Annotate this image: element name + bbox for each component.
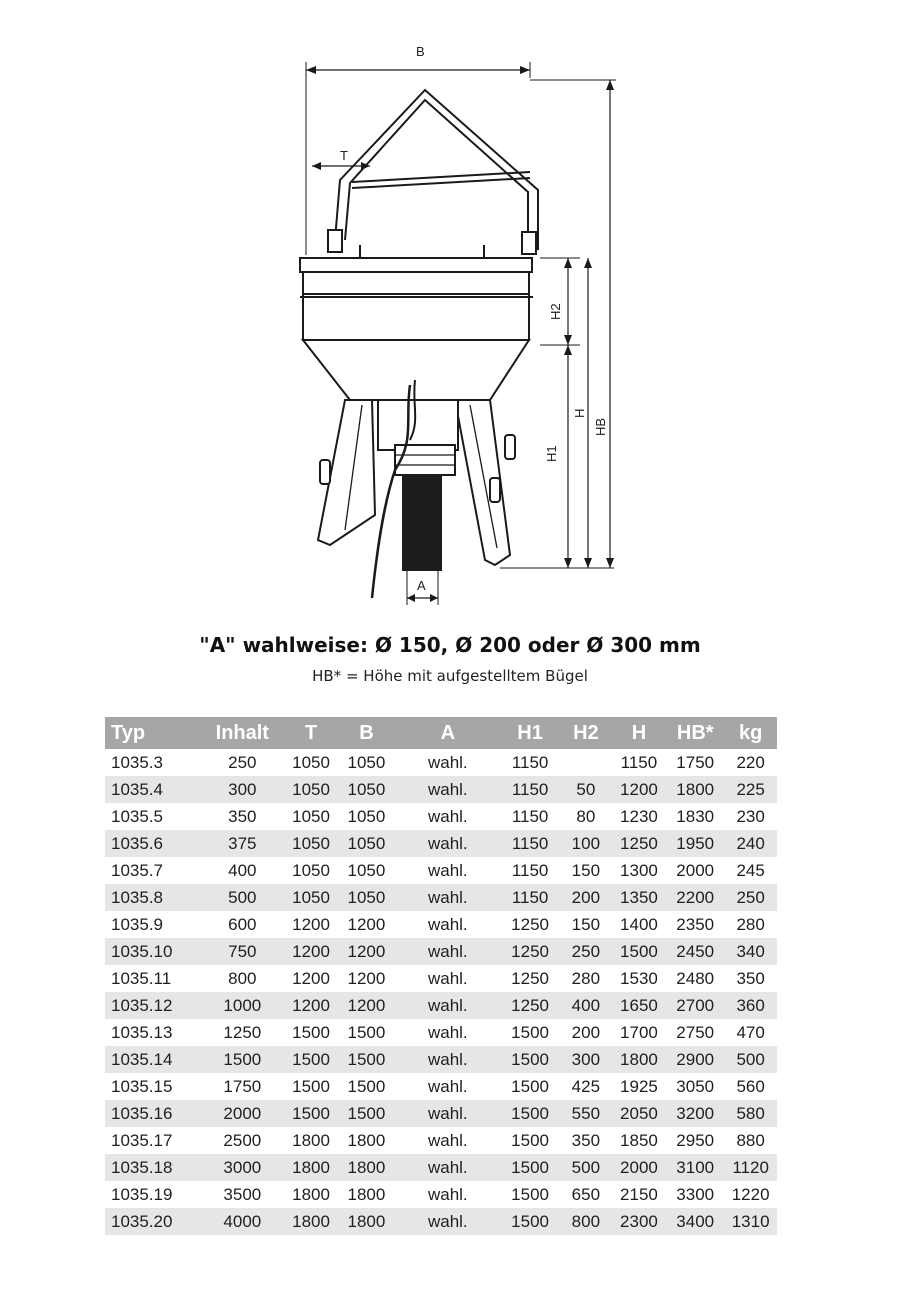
cell-typ: 1035.13 bbox=[105, 1019, 200, 1046]
header-h2: H2 bbox=[560, 717, 612, 749]
cell-hb: 1830 bbox=[666, 803, 724, 830]
cell-inhalt: 800 bbox=[200, 965, 285, 992]
cell-h2: 150 bbox=[560, 911, 612, 938]
cell-b: 1050 bbox=[337, 776, 395, 803]
cell-hb: 2480 bbox=[666, 965, 724, 992]
cell-b: 1500 bbox=[337, 1073, 395, 1100]
cell-h1: 1250 bbox=[500, 992, 560, 1019]
cell-typ: 1035.18 bbox=[105, 1154, 200, 1181]
cell-hb: 1950 bbox=[666, 830, 724, 857]
table-row bbox=[105, 884, 777, 911]
cell-typ: 1035.12 bbox=[105, 992, 200, 1019]
cell-typ: 1035.4 bbox=[105, 776, 200, 803]
cell-kg: 560 bbox=[724, 1073, 777, 1100]
cell-inhalt: 1000 bbox=[200, 992, 285, 1019]
cell-inhalt: 3500 bbox=[200, 1181, 285, 1208]
table-row bbox=[105, 776, 777, 803]
cell-hb: 3100 bbox=[666, 1154, 724, 1181]
cell-hb: 2350 bbox=[666, 911, 724, 938]
cell-kg: 360 bbox=[724, 992, 777, 1019]
dim-label-b: B bbox=[416, 44, 425, 59]
table-header-row bbox=[105, 717, 777, 749]
cell-hb: 2450 bbox=[666, 938, 724, 965]
cell-a: wahl. bbox=[395, 857, 500, 884]
header-t: T bbox=[285, 717, 338, 749]
cell-h1: 1500 bbox=[500, 1046, 560, 1073]
cell-inhalt: 1500 bbox=[200, 1046, 285, 1073]
cell-hb: 3300 bbox=[666, 1181, 724, 1208]
cell-kg: 880 bbox=[724, 1127, 777, 1154]
cell-typ: 1035.17 bbox=[105, 1127, 200, 1154]
cell-h2: 350 bbox=[560, 1127, 612, 1154]
cell-t: 1500 bbox=[285, 1019, 338, 1046]
cell-a: wahl. bbox=[395, 884, 500, 911]
table-row bbox=[105, 749, 777, 776]
cell-inhalt: 4000 bbox=[200, 1208, 285, 1235]
cell-t: 1800 bbox=[285, 1127, 338, 1154]
cell-kg: 500 bbox=[724, 1046, 777, 1073]
cell-hb: 3050 bbox=[666, 1073, 724, 1100]
cell-h1: 1500 bbox=[500, 1127, 560, 1154]
cell-h: 1850 bbox=[612, 1127, 666, 1154]
cell-t: 1800 bbox=[285, 1208, 338, 1235]
cell-kg: 1310 bbox=[724, 1208, 777, 1235]
cell-a: wahl. bbox=[395, 776, 500, 803]
spec-table bbox=[105, 717, 777, 1235]
cell-h1: 1250 bbox=[500, 965, 560, 992]
cell-inhalt: 300 bbox=[200, 776, 285, 803]
cell-inhalt: 400 bbox=[200, 857, 285, 884]
cell-h: 1800 bbox=[612, 1046, 666, 1073]
technical-drawing bbox=[280, 40, 640, 620]
cell-h: 2000 bbox=[612, 1154, 666, 1181]
cell-kg: 245 bbox=[724, 857, 777, 884]
header-h1: H1 bbox=[500, 717, 560, 749]
cell-t: 1200 bbox=[285, 938, 338, 965]
cell-h1: 1250 bbox=[500, 911, 560, 938]
cell-a: wahl. bbox=[395, 1154, 500, 1181]
header-typ: Typ bbox=[105, 717, 200, 749]
cell-hb: 3400 bbox=[666, 1208, 724, 1235]
cell-inhalt: 600 bbox=[200, 911, 285, 938]
cell-h: 1925 bbox=[612, 1073, 666, 1100]
cell-h2: 300 bbox=[560, 1046, 612, 1073]
table-row bbox=[105, 965, 777, 992]
cell-t: 1500 bbox=[285, 1046, 338, 1073]
cell-h2: 800 bbox=[560, 1208, 612, 1235]
cell-hb: 1800 bbox=[666, 776, 724, 803]
cell-h2: 280 bbox=[560, 965, 612, 992]
cell-kg: 340 bbox=[724, 938, 777, 965]
cell-t: 1500 bbox=[285, 1100, 338, 1127]
cell-h: 1150 bbox=[612, 749, 666, 776]
cell-a: wahl. bbox=[395, 1019, 500, 1046]
cell-typ: 1035.14 bbox=[105, 1046, 200, 1073]
cell-h2: 80 bbox=[560, 803, 612, 830]
cell-a: wahl. bbox=[395, 749, 500, 776]
cell-t: 1200 bbox=[285, 965, 338, 992]
cell-h2: 650 bbox=[560, 1181, 612, 1208]
cell-typ: 1035.11 bbox=[105, 965, 200, 992]
cell-hb: 2900 bbox=[666, 1046, 724, 1073]
cell-h1: 1150 bbox=[500, 803, 560, 830]
table-row bbox=[105, 1046, 777, 1073]
table-row bbox=[105, 992, 777, 1019]
cell-typ: 1035.5 bbox=[105, 803, 200, 830]
cell-b: 1050 bbox=[337, 857, 395, 884]
cell-b: 1050 bbox=[337, 884, 395, 911]
header-a: A bbox=[395, 717, 500, 749]
cell-hb: 3200 bbox=[666, 1100, 724, 1127]
cell-h1: 1150 bbox=[500, 776, 560, 803]
header-kg: kg bbox=[724, 717, 777, 749]
cell-kg: 225 bbox=[724, 776, 777, 803]
cell-h1: 1500 bbox=[500, 1181, 560, 1208]
cell-h: 1230 bbox=[612, 803, 666, 830]
cell-b: 1800 bbox=[337, 1127, 395, 1154]
cell-h: 2300 bbox=[612, 1208, 666, 1235]
cell-typ: 1035.7 bbox=[105, 857, 200, 884]
dim-label-a: A bbox=[417, 578, 426, 593]
cell-b: 1200 bbox=[337, 938, 395, 965]
table-row bbox=[105, 830, 777, 857]
dim-label-h1: H1 bbox=[544, 445, 559, 462]
cell-hb: 2700 bbox=[666, 992, 724, 1019]
cell-inhalt: 2500 bbox=[200, 1127, 285, 1154]
cell-b: 1050 bbox=[337, 749, 395, 776]
table-row bbox=[105, 1181, 777, 1208]
cell-h: 2050 bbox=[612, 1100, 666, 1127]
cell-t: 1800 bbox=[285, 1181, 338, 1208]
cell-kg: 350 bbox=[724, 965, 777, 992]
cell-t: 1050 bbox=[285, 884, 338, 911]
cell-typ: 1035.15 bbox=[105, 1073, 200, 1100]
cell-typ: 1035.20 bbox=[105, 1208, 200, 1235]
cell-kg: 240 bbox=[724, 830, 777, 857]
cell-a: wahl. bbox=[395, 803, 500, 830]
cell-hb: 2950 bbox=[666, 1127, 724, 1154]
cell-h2: 400 bbox=[560, 992, 612, 1019]
cell-kg: 470 bbox=[724, 1019, 777, 1046]
cell-h1: 1500 bbox=[500, 1073, 560, 1100]
dim-label-hb: HB bbox=[593, 417, 608, 436]
cell-kg: 230 bbox=[724, 803, 777, 830]
cell-inhalt: 250 bbox=[200, 749, 285, 776]
cell-t: 1200 bbox=[285, 992, 338, 1019]
cell-kg: 280 bbox=[724, 911, 777, 938]
cell-b: 1050 bbox=[337, 830, 395, 857]
cell-h2 bbox=[560, 749, 612, 776]
cell-a: wahl. bbox=[395, 1181, 500, 1208]
cell-h2: 550 bbox=[560, 1100, 612, 1127]
cell-h: 2150 bbox=[612, 1181, 666, 1208]
cell-t: 1200 bbox=[285, 911, 338, 938]
cell-t: 1050 bbox=[285, 803, 338, 830]
cell-h2: 100 bbox=[560, 830, 612, 857]
table-row bbox=[105, 911, 777, 938]
table-row bbox=[105, 1154, 777, 1181]
cell-b: 1200 bbox=[337, 911, 395, 938]
caption-hb-note: HB* = Höhe mit aufgestelltem Bügel bbox=[312, 667, 588, 685]
cell-h2: 50 bbox=[560, 776, 612, 803]
cell-h2: 150 bbox=[560, 857, 612, 884]
cell-inhalt: 2000 bbox=[200, 1100, 285, 1127]
cell-typ: 1035.9 bbox=[105, 911, 200, 938]
cell-typ: 1035.3 bbox=[105, 749, 200, 776]
cell-kg: 250 bbox=[724, 884, 777, 911]
cell-hb: 2000 bbox=[666, 857, 724, 884]
cell-h: 1530 bbox=[612, 965, 666, 992]
cell-inhalt: 350 bbox=[200, 803, 285, 830]
cell-b: 1500 bbox=[337, 1100, 395, 1127]
cell-a: wahl. bbox=[395, 1073, 500, 1100]
cell-hb: 1750 bbox=[666, 749, 724, 776]
cell-b: 1500 bbox=[337, 1019, 395, 1046]
cell-typ: 1035.6 bbox=[105, 830, 200, 857]
cell-kg: 220 bbox=[724, 749, 777, 776]
header-b: B bbox=[337, 717, 395, 749]
cell-h: 1350 bbox=[612, 884, 666, 911]
table-row bbox=[105, 1019, 777, 1046]
cell-t: 1500 bbox=[285, 1073, 338, 1100]
cell-h2: 200 bbox=[560, 1019, 612, 1046]
cell-h2: 425 bbox=[560, 1073, 612, 1100]
cell-t: 1050 bbox=[285, 830, 338, 857]
cell-h1: 1150 bbox=[500, 857, 560, 884]
cell-inhalt: 375 bbox=[200, 830, 285, 857]
cell-typ: 1035.19 bbox=[105, 1181, 200, 1208]
cell-h: 1200 bbox=[612, 776, 666, 803]
dim-label-h2: H2 bbox=[548, 303, 563, 320]
cell-h1: 1250 bbox=[500, 938, 560, 965]
cell-t: 1050 bbox=[285, 857, 338, 884]
header-h: H bbox=[612, 717, 666, 749]
cell-inhalt: 1250 bbox=[200, 1019, 285, 1046]
cell-a: wahl. bbox=[395, 992, 500, 1019]
cell-b: 1800 bbox=[337, 1208, 395, 1235]
table-row bbox=[105, 803, 777, 830]
cell-typ: 1035.16 bbox=[105, 1100, 200, 1127]
cell-h1: 1500 bbox=[500, 1208, 560, 1235]
table-row bbox=[105, 857, 777, 884]
cell-a: wahl. bbox=[395, 1208, 500, 1235]
cell-h: 1500 bbox=[612, 938, 666, 965]
cell-h1: 1150 bbox=[500, 884, 560, 911]
cell-b: 1500 bbox=[337, 1046, 395, 1073]
cell-a: wahl. bbox=[395, 911, 500, 938]
table-row bbox=[105, 938, 777, 965]
cell-typ: 1035.8 bbox=[105, 884, 200, 911]
cell-inhalt: 3000 bbox=[200, 1154, 285, 1181]
cell-h2: 250 bbox=[560, 938, 612, 965]
cell-a: wahl. bbox=[395, 1127, 500, 1154]
dim-label-h: H bbox=[572, 408, 587, 418]
cell-typ: 1035.10 bbox=[105, 938, 200, 965]
header-hb: HB* bbox=[666, 717, 724, 749]
table-row bbox=[105, 1073, 777, 1100]
cell-inhalt: 750 bbox=[200, 938, 285, 965]
cell-h2: 500 bbox=[560, 1154, 612, 1181]
cell-inhalt: 1750 bbox=[200, 1073, 285, 1100]
cell-a: wahl. bbox=[395, 830, 500, 857]
cell-a: wahl. bbox=[395, 965, 500, 992]
cell-t: 1050 bbox=[285, 749, 338, 776]
cell-b: 1050 bbox=[337, 803, 395, 830]
cell-h: 1250 bbox=[612, 830, 666, 857]
cell-b: 1200 bbox=[337, 992, 395, 1019]
cell-hb: 2750 bbox=[666, 1019, 724, 1046]
cell-t: 1050 bbox=[285, 776, 338, 803]
cell-hb: 2200 bbox=[666, 884, 724, 911]
cell-b: 1200 bbox=[337, 965, 395, 992]
cell-kg: 1120 bbox=[724, 1154, 777, 1181]
cell-h1: 1150 bbox=[500, 749, 560, 776]
cell-b: 1800 bbox=[337, 1154, 395, 1181]
cell-a: wahl. bbox=[395, 1100, 500, 1127]
cell-inhalt: 500 bbox=[200, 884, 285, 911]
cell-kg: 580 bbox=[724, 1100, 777, 1127]
cell-h: 1300 bbox=[612, 857, 666, 884]
cell-b: 1800 bbox=[337, 1181, 395, 1208]
cell-kg: 1220 bbox=[724, 1181, 777, 1208]
cell-h2: 200 bbox=[560, 884, 612, 911]
dim-label-t: T bbox=[340, 148, 348, 163]
cell-h: 1650 bbox=[612, 992, 666, 1019]
cell-h1: 1150 bbox=[500, 830, 560, 857]
cell-h1: 1500 bbox=[500, 1100, 560, 1127]
header-inhalt: Inhalt bbox=[200, 717, 285, 749]
table-row bbox=[105, 1100, 777, 1127]
caption-outlet-options: "A" wahlweise: Ø 150, Ø 200 oder Ø 300 mm bbox=[199, 633, 701, 657]
cell-a: wahl. bbox=[395, 1046, 500, 1073]
cell-h: 1700 bbox=[612, 1019, 666, 1046]
cell-a: wahl. bbox=[395, 938, 500, 965]
table-row bbox=[105, 1208, 777, 1235]
table-row bbox=[105, 1127, 777, 1154]
cell-t: 1800 bbox=[285, 1154, 338, 1181]
cell-h1: 1500 bbox=[500, 1154, 560, 1181]
cell-h: 1400 bbox=[612, 911, 666, 938]
cell-h1: 1500 bbox=[500, 1019, 560, 1046]
